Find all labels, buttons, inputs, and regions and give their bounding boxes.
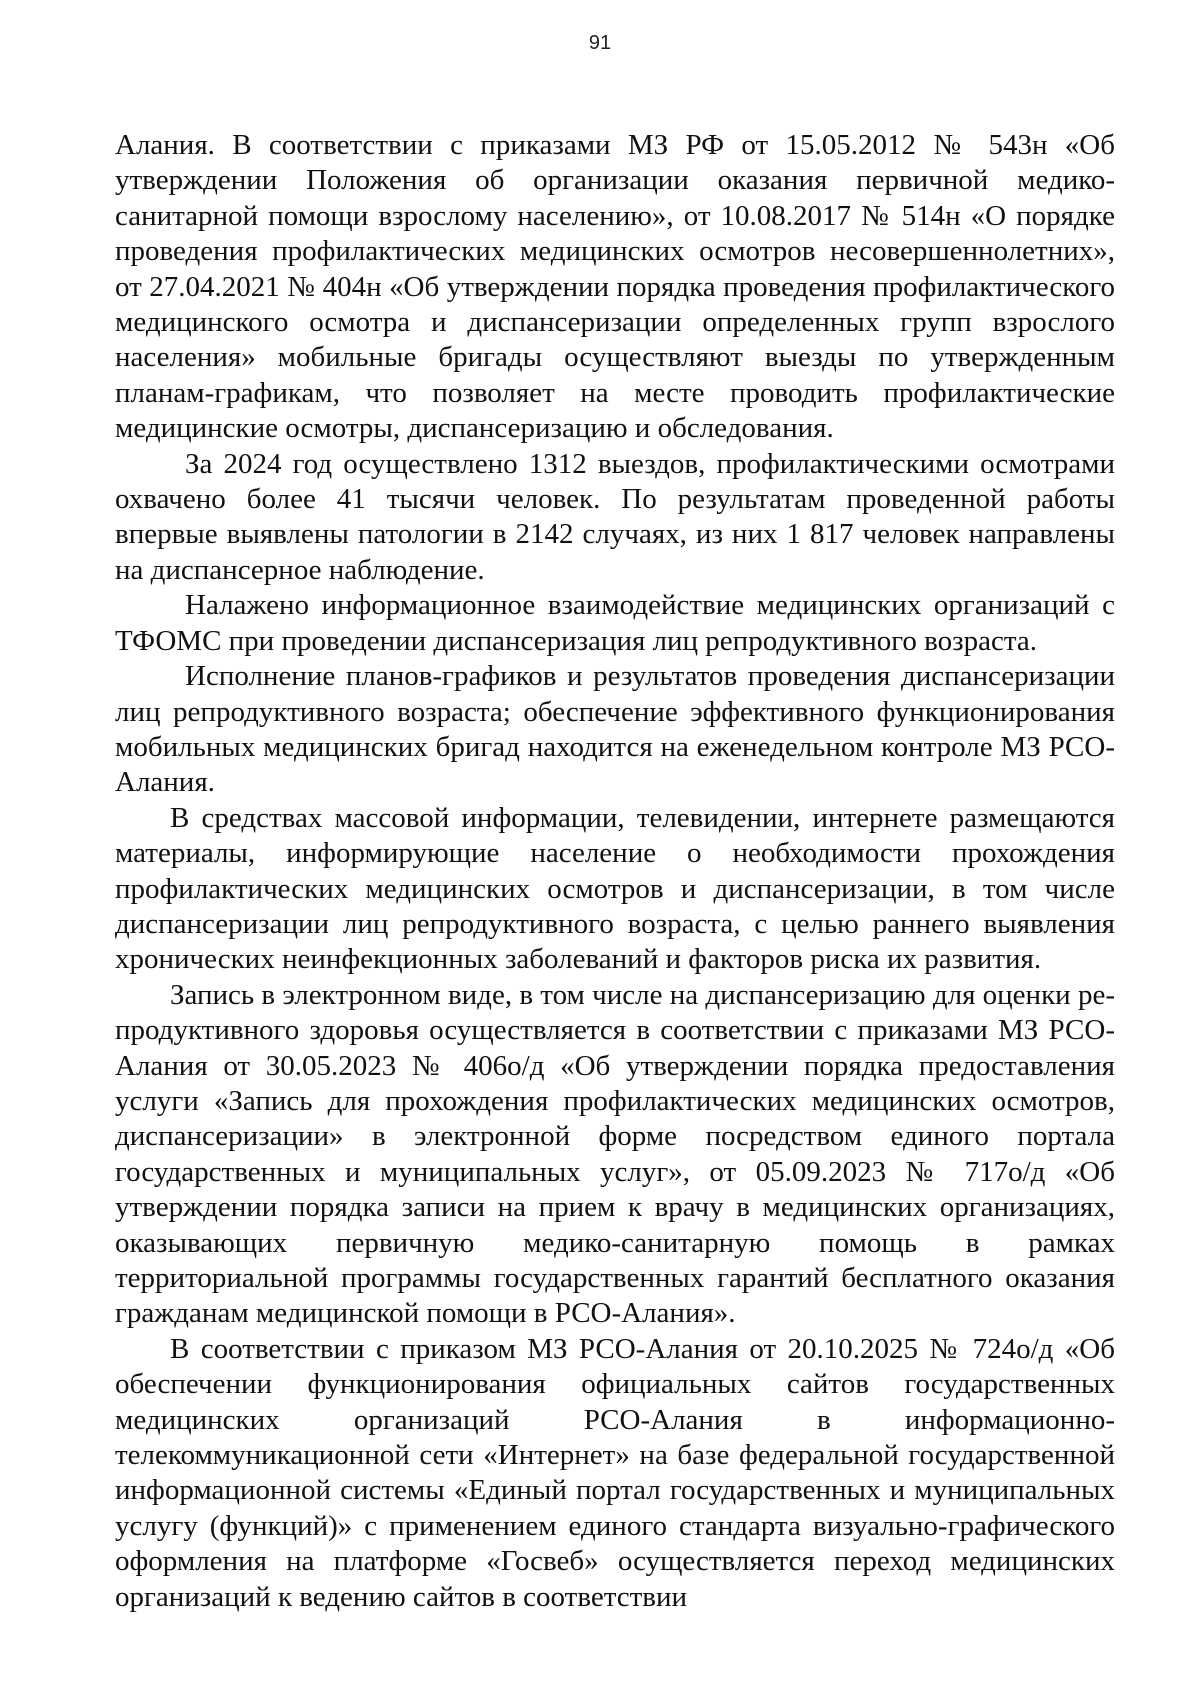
document-body (115, 128, 1115, 1615)
paragraph-websites: В соответствии с приказом МЗ РСО-Алания от 20.10.2025 № 724о/д «Об обеспечении функционирования официальных сайтов государственных медицинских организаций РСО-Алания в информационно-телекоммуникационной сети «Интернет» на базе федеральной государственной информационной системы «Единый портал государственных и муниципальных услугу (функций)» с применением единого стандарта визуально-графического оформления на платформе «Госвеб» осуществляется переход медицинских организаций к ведению сайтов в соответствии (115, 1332, 1115, 1613)
page-number: 91 (588, 32, 612, 54)
paragraph-tfoms: Налажено информационное взаимодействие медицинских организаций с ТФОМС при проведении диспансеризация лиц репродуктивного возраста. (115, 589, 1115, 657)
paragraph-2024-visits: За 2024 год осуществлено 1312 выездов, профилактическими осмотрами охвачено более 41 тысячи человек. По результатам проведенной работы впервые выявлены патологии в 2142 случаях, из них 1 817 человек направлены на диспансерное наблюдение. (115, 447, 1115, 586)
paragraph-electronic-record: Запись в электронном виде, в том числе на диспансеризацию для оценки репродуктивного здоровья осуществляется в соответствии с приказами МЗ РСО-Алания от 30.05.2023 № 406о/д «Об утверждении порядка предоставления услуги «Запись для прохождения профилактических медицинских осмотров, диспансеризации» в электронной форме посредством единого портала государственных и муниципальных услуг», от 05.09.2023 № 717о/д «Об утверждении порядка записи на прием к врачу в медицинских организациях, оказывающих первичную медико-санитарную помощь в рамках территориальной программы государственных гарантий бесплатного оказания гражданам медицинской помощи в РСО-Алания». (115, 978, 1115, 1330)
paragraph-mass-media: В средствах массовой информации, телевидении, интернете размещаются материалы, информирующие население о необходимости прохождения профилактических медицинских осмотров и диспансеризации, в том числе диспансеризации лиц репродуктивного возраста, с целью раннего выявления хронических неинфекционных заболеваний и факторов риска их развития. (115, 801, 1115, 976)
paragraph-continued: Алания. В соответствии с приказами МЗ РФ от 15.05.2012 № 543н «Об утверждении Положения об организации оказания первичной медико-санитарной помощи взрослому населению», от 10.08.2017 № 514н «О порядке проведения профилактических медицинских осмотров несовершеннолетних», от 27.04.2021 № 404н «Об утверждении порядка проведения профилактического медицинского осмотра и диспансеризации определенных групп взрослого населения» мобильные бригады осуществляют выезды по утвержденным планам-графикам, что позволяет на месте проводить профилактические медицинские осмотры, диспансеризацию и обследования. (115, 129, 1115, 445)
paragraph-control: Исполнение планов-графиков и результатов проведения диспансеризации лиц репродуктивного возраста; обеспечение эффективного функционирования мобильных медицинских бригад находится на еженедельном контроле МЗ РСО-Алания. (115, 660, 1115, 799)
